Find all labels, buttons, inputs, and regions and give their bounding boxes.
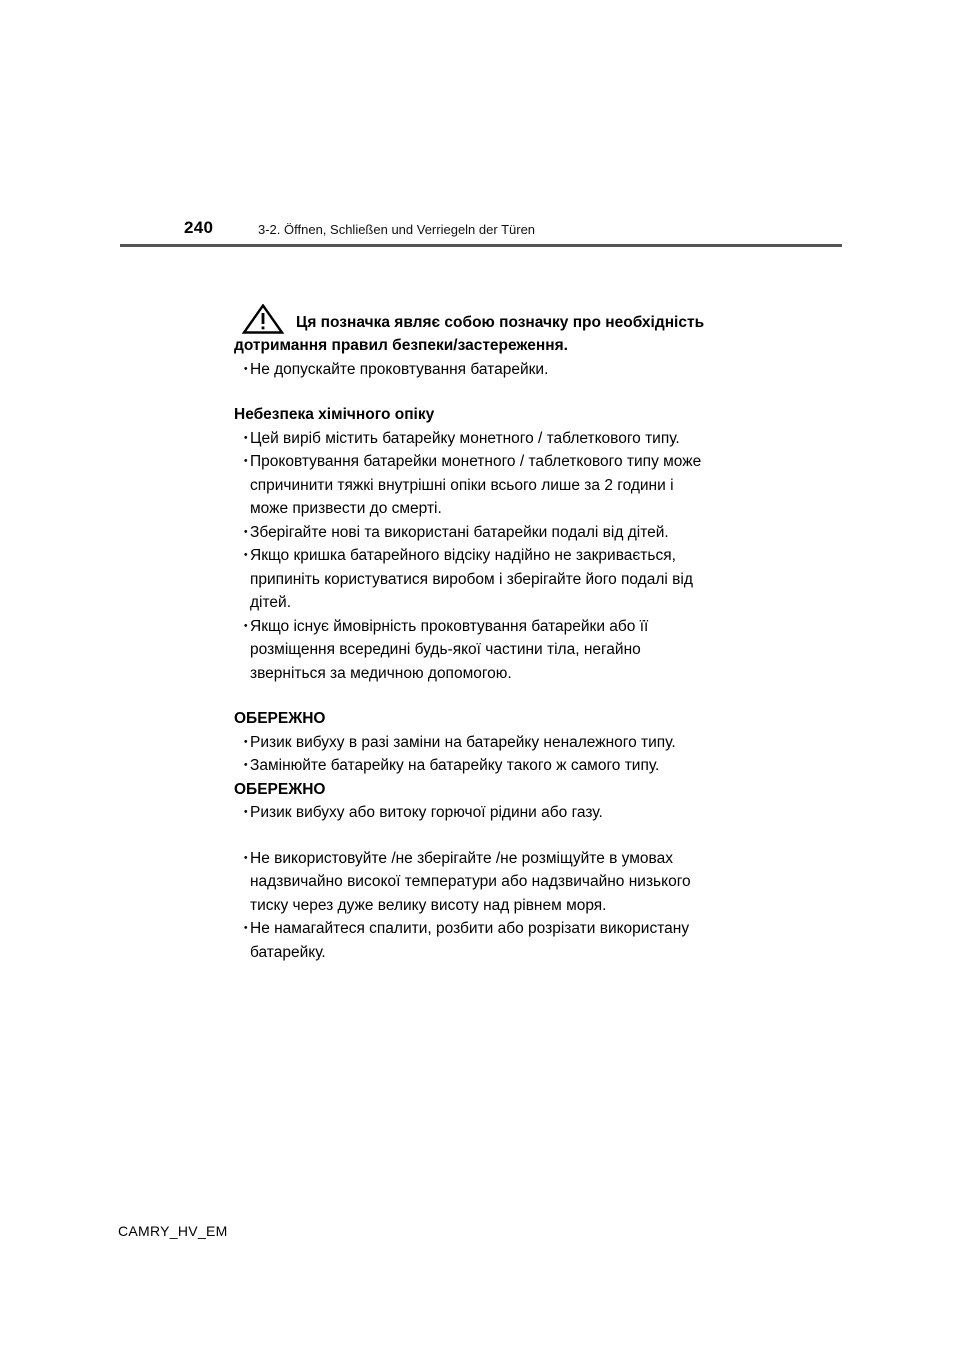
list-item: ・ Цей виріб містить батарейку монетного / таблеткового типу. xyxy=(234,427,754,451)
list-item: ・ Замінюйте батарейку на батарейку такого ж самого типу. xyxy=(234,754,754,778)
bullet-marker: ・ xyxy=(238,360,254,378)
warning-title-line xyxy=(242,304,754,334)
model-code: CAMRY_HV_EM xyxy=(118,1223,228,1239)
list-item: ・ Зберігайте нові та використані батарейки подалі від дітей. xyxy=(234,521,754,545)
warning-title-continuation: дотримання правил безпеки/застереження. xyxy=(234,337,568,354)
warning-triangle-icon xyxy=(242,304,284,334)
header-divider xyxy=(120,244,842,247)
caution-heading: ОБЕРЕЖНО xyxy=(234,710,326,727)
main-content xyxy=(234,304,754,964)
bullet-marker: ・ xyxy=(238,617,254,635)
list-item: ・ Якщо існує ймовірність проковтування батарейки або її розміщення всередині будь-якої частини тіла, негайно зверніться за медичною допомогою. xyxy=(234,615,754,686)
caution-heading: ОБЕРЕЖНО xyxy=(234,780,326,798)
section-title: 3-2. Öffnen, Schließen und Verriegeln der Türen xyxy=(258,222,536,237)
list-item: ・ Ризик вибуху або витоку горючої рідини або газу. xyxy=(234,801,754,825)
list-item: ・ Проковтування батарейки монетного / таблеткового типу може спричинити тяжкі внутрішні опіки всього лише за 2 години і може призвести до смерті. xyxy=(234,450,754,521)
bullet-marker: ・ xyxy=(238,453,254,470)
bullet-marker: ・ xyxy=(238,757,254,774)
list-item: ・ Якщо кришка батарейного відсіку надійно не закривається, припиніть користуватися виробом і зберігайте його подалі від дітей. xyxy=(234,544,754,615)
chemical-burn-heading: Небезпека хімічного опіку xyxy=(234,406,435,423)
list-item: ・ Не намагайтеся спалити, розбити або розрізати використану батарейку. xyxy=(234,917,754,964)
list-item: ・ Не використовуйте /не зберігайте /не розміщуйте в умовах надзвичайно високої температури або надзвичайно низького тиску через дуже велику висоту над рівнем моря. xyxy=(234,847,754,918)
warning-title: Ця позначка являє собою позначку про необхідність xyxy=(296,313,705,331)
bullet-marker: ・ xyxy=(238,547,254,564)
list-item: ・ Не допускайте проковтування батарейки. xyxy=(234,358,754,382)
list-item: ・ Ризик вибуху в разі заміни на батарейку неналежного типу. xyxy=(234,731,754,755)
bullet-marker: ・ xyxy=(238,523,254,541)
page-header xyxy=(120,212,842,246)
bullet-marker: ・ xyxy=(238,920,254,937)
bullet-marker: ・ xyxy=(238,804,254,821)
bullet-marker: ・ xyxy=(238,849,254,867)
page-number: 240 xyxy=(184,218,214,237)
bullet-marker: ・ xyxy=(238,733,254,751)
bullet-marker: ・ xyxy=(238,429,254,447)
